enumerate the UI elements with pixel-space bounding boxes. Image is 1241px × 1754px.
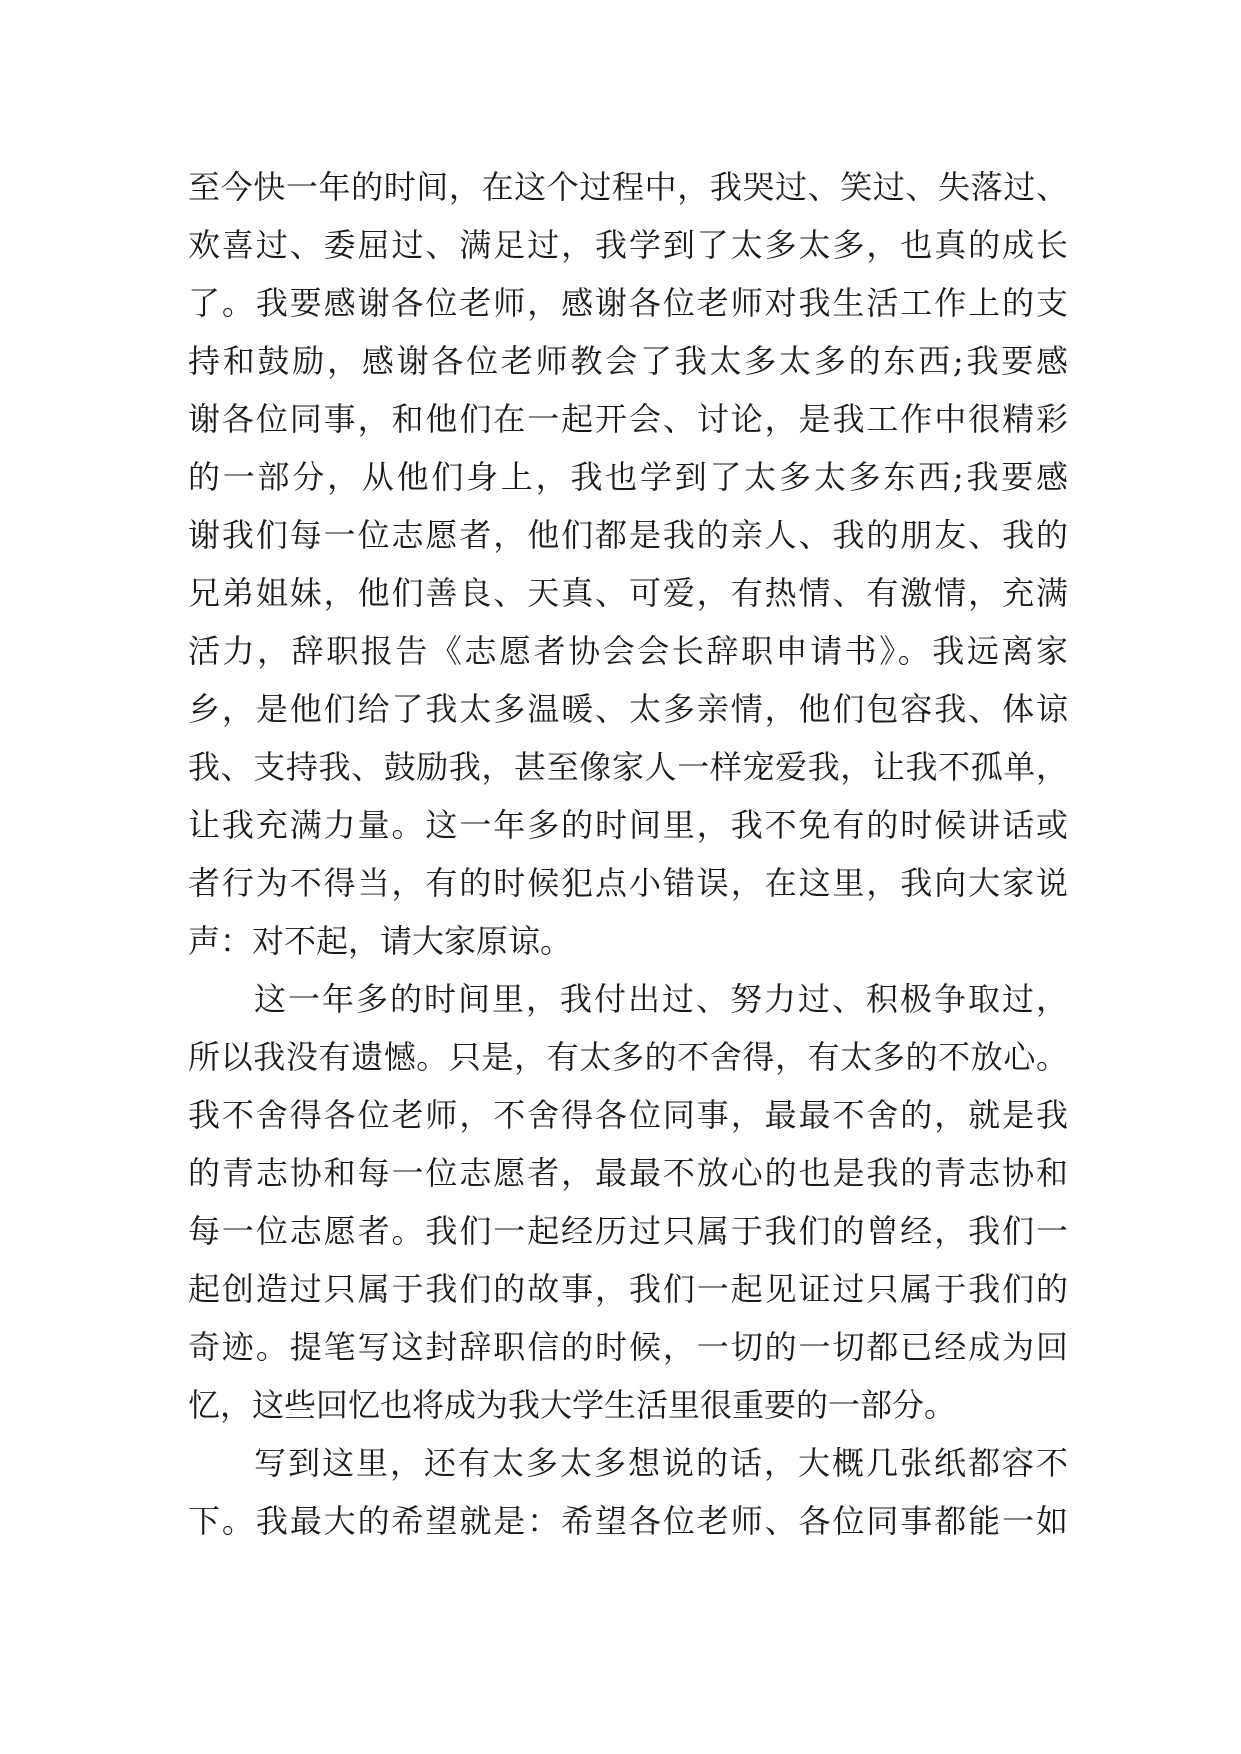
text-line: 至今快一年的时间，在这个过程中，我哭过、笑过、失落过、 [188, 168, 1068, 206]
paragraph [188, 970, 1068, 1434]
text-line: 兄弟姐妹，他们善良、天真、可爱，有热情、有激情，充满 [188, 574, 1068, 612]
text-line: 每一位志愿者。我们一起经历过只属于我们的曾经，我们一 [188, 1212, 1068, 1250]
text-line: 所以我没有遗憾。只是，有太多的不舍得，有太多的不放心。 [188, 1038, 1068, 1076]
text-line: 者行为不得当，有的时候犯点小错误，在这里，我向大家说 [188, 864, 1068, 902]
paragraph [188, 1434, 1068, 1550]
text-line: 的青志协和每一位志愿者，最最不放心的也是我的青志协和 [188, 1154, 1068, 1192]
text-line: 下。我最大的希望就是：希望各位老师、各位同事都能一如 [188, 1502, 1068, 1540]
text-line: 起创造过只属于我们的故事，我们一起见证过只属于我们的 [188, 1270, 1068, 1308]
text-line: 了。我要感谢各位老师，感谢各位老师对我生活工作上的支 [188, 284, 1068, 322]
text-line: 写到这里，还有太多太多想说的话，大概几张纸都容不 [254, 1444, 1068, 1482]
text-line: 乡，是他们给了我太多温暖、太多亲情，他们包容我、体谅 [188, 690, 1068, 728]
text-line: 忆，这些回忆也将成为我大学生活里很重要的一部分。 [188, 1386, 957, 1424]
paragraph [188, 158, 1068, 970]
text-line: 谢我们每一位志愿者，他们都是我的亲人、我的朋友、我的 [188, 516, 1068, 554]
text-line: 持和鼓励，感谢各位老师教会了我太多太多的东西;我要感 [188, 342, 1068, 380]
text-line: 我、支持我、鼓励我，甚至像家人一样宠爱我，让我不孤单， [188, 748, 1068, 786]
text-line: 活力，辞职报告《志愿者协会会长辞职申请书》。我远离家 [188, 632, 1068, 670]
text-line: 的一部分，从他们身上，我也学到了太多太多东西;我要感 [188, 458, 1068, 496]
text-line: 奇迹。提笔写这封辞职信的时候，一切的一切都已经成为回 [188, 1328, 1068, 1366]
text-line: 我不舍得各位老师，不舍得各位同事，最最不舍的，就是我 [188, 1096, 1068, 1134]
text-line: 谢各位同事，和他们在一起开会、讨论，是我工作中很精彩 [188, 400, 1068, 438]
text-line: 这一年多的时间里，我付出过、努力过、积极争取过， [254, 980, 1068, 1018]
text-line: 让我充满力量。这一年多的时间里，我不免有的时候讲话或 [188, 806, 1068, 844]
body-text [188, 158, 1068, 1550]
text-line: 欢喜过、委屈过、满足过，我学到了太多太多，也真的成长 [188, 226, 1068, 264]
text-line: 声：对不起，请大家原谅。 [188, 922, 573, 960]
